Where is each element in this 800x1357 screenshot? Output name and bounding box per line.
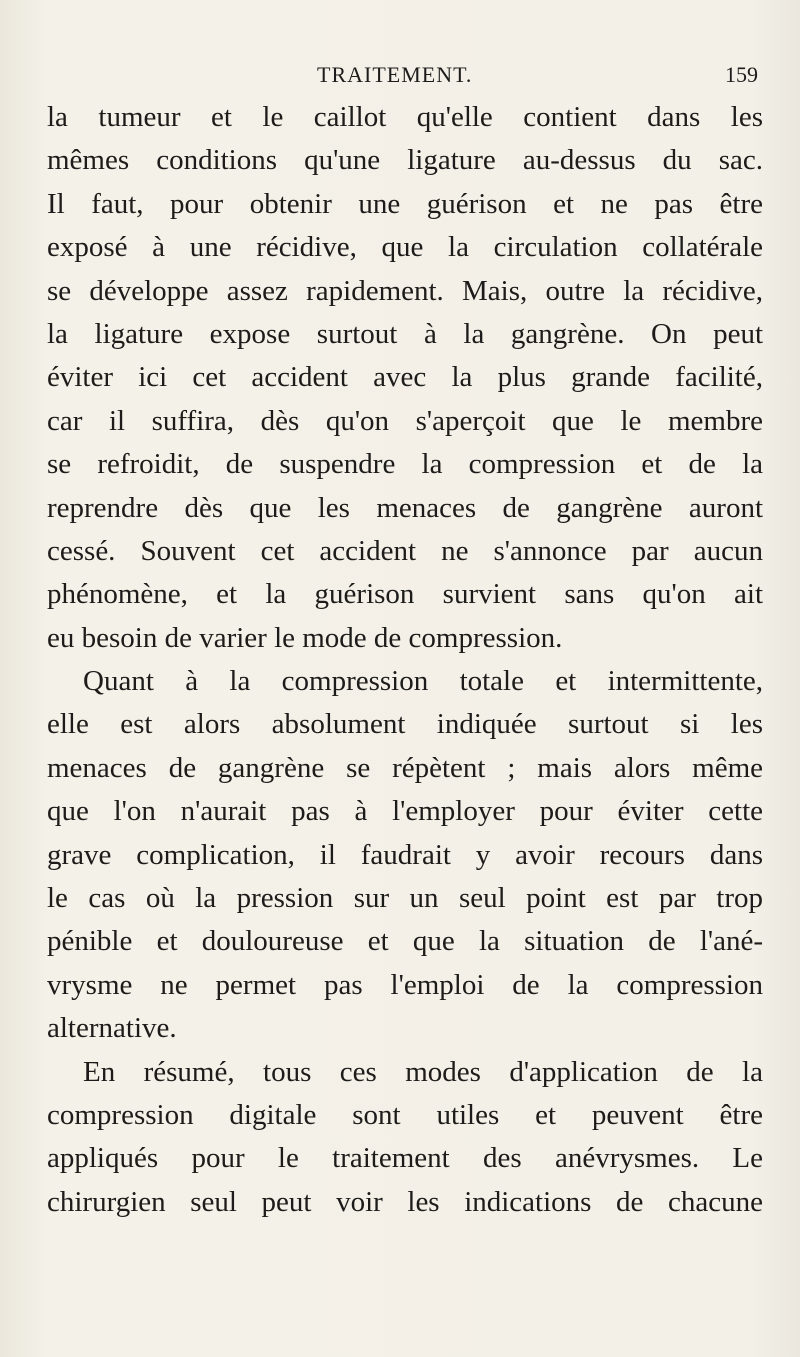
text-line: car il suffira, dès qu'on s'aperçoit que le membre <box>47 404 763 437</box>
text-line: cessé. Souvent cet accident ne s'annonce par aucun <box>47 534 763 567</box>
text-line: menaces de gangrène se répètent ; mais alors même <box>47 751 763 784</box>
text-line-paragraph-start: En résumé, tous ces modes d'application de la <box>83 1055 763 1088</box>
page-number: 159 <box>725 62 758 87</box>
text-line: phénomène, et la guérison survient sans qu'on ait <box>47 578 763 611</box>
running-title: TRAITEMENT. <box>317 62 473 87</box>
text-line: se refroidit, de suspendre la compression et de la <box>47 448 763 481</box>
text-line: reprendre dès que les menaces de gangrène auront <box>47 491 763 524</box>
text-line: elle est alors absolument indiquée surtout si les <box>47 708 763 741</box>
text-line-paragraph-start: Quant à la compression totale et intermittente, <box>83 665 763 698</box>
text-line-paragraph-end: alternative. <box>47 1012 177 1045</box>
text-line: pénible et douloureuse et que la situation de l'ané- <box>47 925 763 958</box>
text-line: exposé à une récidive, que la circulation collatérale <box>47 231 763 264</box>
text-line: appliqués pour le traitement des anévrysmes. Le <box>47 1142 763 1175</box>
text-line: la ligature expose surtout à la gangrène. On peut <box>47 317 763 350</box>
running-head <box>0 60 800 90</box>
text-line-paragraph-end: eu besoin de varier le mode de compression. <box>47 621 563 654</box>
text-line: la tumeur et le caillot qu'elle contient dans les <box>47 101 763 133</box>
text-line: éviter ici cet accident avec la plus grande facilité, <box>47 361 763 394</box>
text-line: grave complication, il faudrait y avoir recours dans <box>47 838 763 871</box>
text-line: vrysme ne permet pas l'emploi de la compression <box>47 968 763 1001</box>
text-line: chirurgien seul peut voir les indications de chacune <box>47 1185 763 1218</box>
text-line: Il faut, pour obtenir une guérison et ne pas être <box>47 187 763 220</box>
text-line: compression digitale sont utiles et peuvent être <box>47 1098 763 1131</box>
body-text <box>47 96 763 1224</box>
text-line: le cas où la pression sur un seul point est par trop <box>47 882 763 915</box>
text-line: que l'on n'aurait pas à l'employer pour éviter cette <box>47 795 763 828</box>
text-line: se développe assez rapidement. Mais, outre la récidive, <box>47 274 763 307</box>
text-line: mêmes conditions qu'une ligature au-dessus du sac. <box>47 144 763 177</box>
